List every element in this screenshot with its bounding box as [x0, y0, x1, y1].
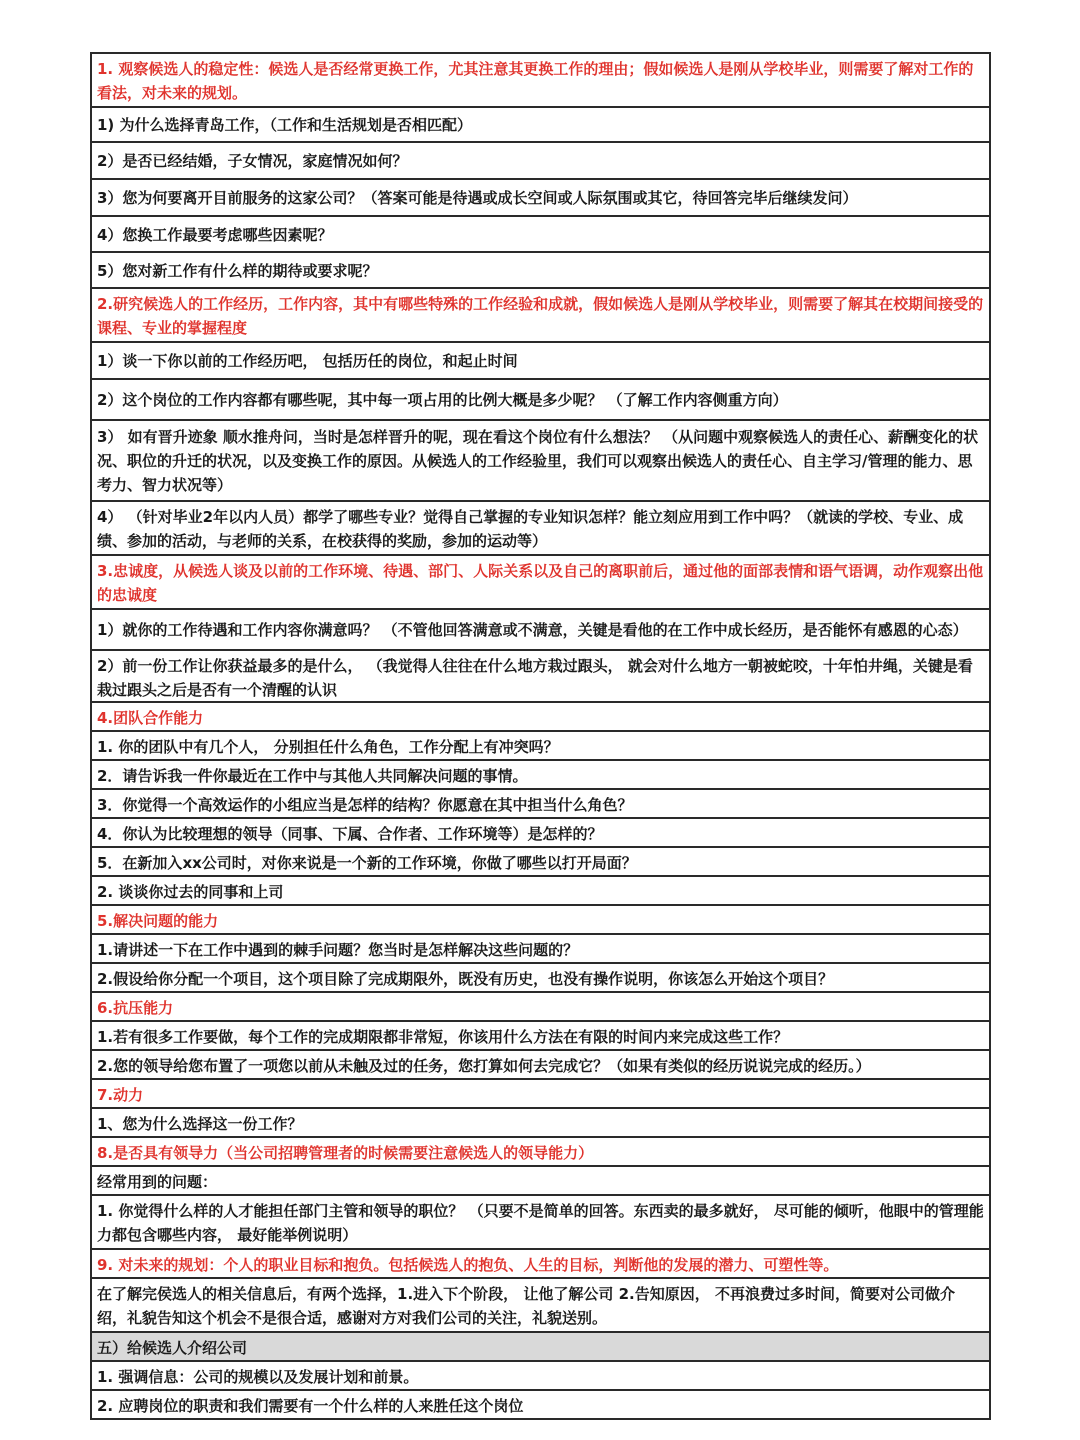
question-row-cell	[91, 379, 990, 420]
question-row	[91, 1390, 990, 1419]
section-heading	[91, 1079, 990, 1108]
section-heading-text: 6.抗压能力	[97, 999, 174, 1017]
section-heading-text: 7.动力	[97, 1086, 144, 1104]
section-banner	[91, 1332, 990, 1361]
question-row-text: 1. 强调信息：公司的规模以及发展计划和前景。	[97, 1368, 419, 1386]
section-heading	[91, 905, 990, 934]
section-heading	[91, 992, 990, 1021]
question-row-cell	[91, 731, 990, 760]
question-row-cell	[91, 1195, 990, 1249]
question-row	[91, 934, 990, 963]
question-row	[91, 847, 990, 876]
section-heading-text: 8.是否具有领导力（当公司招聘管理者的时候需要注意候选人的领导能力）	[97, 1144, 594, 1162]
question-row	[91, 342, 990, 379]
section-heading-cell	[91, 992, 990, 1021]
question-row-text: 2. 应聘岗位的职责和我们需要有一个什么样的人来胜任这个岗位	[97, 1397, 524, 1415]
section-heading	[91, 555, 990, 609]
question-row	[91, 789, 990, 818]
question-row-text: 2.您的领导给您布置了一项您以前从未触及过的任务，您打算如何去完成它？（如果有类似的经历说说完成的经历。）	[97, 1057, 871, 1075]
section-heading	[91, 288, 990, 342]
question-row-text: 5．在新加入xx公司时，对你来说是一个新的工作环境，你做了哪些以打开局面？	[97, 854, 637, 872]
question-row	[91, 731, 990, 760]
question-row	[91, 216, 990, 252]
section-heading-text: 4.团队合作能力	[97, 709, 204, 727]
question-row-cell	[91, 1166, 990, 1195]
question-row-text: 在了解完侯选人的相关信息后，有两个选择，1.进入下个阶段， 让他了解公司 2.告知原因， 不再浪费过多时间，简要对公司做介绍，礼貌告知这个机会不是很合适，感谢对方对我们公司的关注，礼貌送别。	[97, 1285, 955, 1327]
section-heading-cell	[91, 905, 990, 934]
question-row	[91, 818, 990, 847]
question-row-cell	[91, 142, 990, 179]
section-heading-text: 9. 对未来的规划：个人的职业目标和抱负。包括候选人的抱负、人生的目标，判断他的发展的潜力、可塑性等。	[97, 1256, 839, 1274]
question-row-cell	[91, 1278, 990, 1332]
question-row-text: 1.若有很多工作要做，每个工作的完成期限都非常短，你该用什么方法在有限的时间内来完成这些工作？	[97, 1028, 789, 1046]
question-row	[91, 1050, 990, 1079]
question-row-text: 4．你认为比较理想的领导（同事、下属、合作者、工作环境等）是怎样的？	[97, 825, 603, 843]
question-row-text: 1) 为什么选择青岛工作，（工作和生活规划是否相匹配）	[97, 116, 473, 134]
question-row	[91, 1195, 990, 1249]
question-row-cell	[91, 252, 990, 288]
section-heading-cell	[91, 53, 990, 107]
section-heading	[91, 1137, 990, 1166]
question-row-text: 2. 谈谈你过去的同事和上司	[97, 883, 284, 901]
question-row-text: 1.请讲述一下在工作中遇到的棘手问题？您当时是怎样解决这些问题的？	[97, 941, 579, 959]
question-row-cell	[91, 107, 990, 142]
question-row-cell	[91, 1108, 990, 1137]
question-row	[91, 1108, 990, 1137]
question-row-text: 4）您换工作最要考虑哪些因素呢？	[97, 225, 333, 244]
question-row-text: 2）这个岗位的工作内容都有哪些呢，其中每一项占用的比例大概是多少呢？ （了解工作内容侧重方向）	[97, 391, 788, 409]
question-row	[91, 1361, 990, 1390]
question-row-cell	[91, 342, 990, 379]
section-heading	[91, 1249, 990, 1278]
question-row-cell	[91, 876, 990, 905]
question-row-text: 3） 如有晋升迹象 顺水推舟问，当时是怎样晋升的呢，现在看这个岗位有什么想法？ （从问题中观察候选人的责任心、薪酬变化的状况、职位的升迁的状况，以及变换工作的原因。从候选人的工作经验里，我们可以观察出候选人的责任心、自主学习/管理的能力、思考力、智力状况等）	[97, 428, 979, 494]
section-heading-cell	[91, 1249, 990, 1278]
question-row-text: 3．你觉得一个高效运作的小组应当是怎样的结构？你愿意在其中担当什么角色？	[97, 796, 633, 814]
section-heading	[91, 702, 990, 731]
question-row-cell	[91, 1021, 990, 1050]
section-heading-cell	[91, 288, 990, 342]
question-row-cell	[91, 420, 990, 501]
question-row-text: 经常用到的问题：	[97, 1173, 218, 1191]
question-row-text: 2.假设给你分配一个项目，这个项目除了完成期限外，既没有历史，也没有操作说明，你该怎么开始这个项目？	[97, 970, 834, 988]
interview-questions-table	[90, 52, 991, 1420]
question-row	[91, 142, 990, 179]
question-row-cell	[91, 847, 990, 876]
question-row	[91, 107, 990, 142]
question-row-cell	[91, 501, 990, 555]
interview-questions-sheet	[90, 52, 991, 1420]
section-heading-cell	[91, 1079, 990, 1108]
section-heading-text: 3.忠诚度，从候选人谈及以前的工作环境、待遇、部门、人际关系以及自己的离职前后，通过他的面部表情和语气语调，动作观察出他的忠诚度	[97, 562, 984, 604]
question-row	[91, 760, 990, 789]
question-row-text: 5）您对新工作有什么样的期待或要求呢？	[97, 261, 378, 280]
question-row	[91, 420, 990, 501]
section-heading-text: 2.研究候选人的工作经历，工作内容，其中有哪些特殊的工作经验和成就，假如候选人是刚从学校毕业，则需要了解其在校期间接受的课程、专业的掌握程度	[97, 295, 984, 337]
question-row-text: 2）是否已经结婚，子女情况，家庭情况如何？	[97, 152, 408, 170]
section-banner-cell	[91, 1332, 990, 1361]
question-row-cell	[91, 216, 990, 252]
section-banner-text: 五）给候选人介绍公司	[97, 1339, 248, 1357]
question-row-text: 1）就你的工作待遇和工作内容你满意吗？ （不管他回答满意或不满意，关键是看他的在工作中成长经历，是否能怀有感恩的心态）	[97, 621, 968, 639]
question-row-cell	[91, 789, 990, 818]
section-heading-cell	[91, 702, 990, 731]
section-heading	[91, 53, 990, 107]
question-row-cell	[91, 650, 990, 702]
question-row-text: 4） （针对毕业2年以内人员）都学了哪些专业？觉得自己掌握的专业知识怎样？能立刻应用到工作中吗？（就读的学校、专业、成绩、参加的活动，与老师的关系，在校获得的奖励，参加的运动等）	[97, 508, 964, 550]
question-row-text: 2．请告诉我一件你最近在工作中与其他人共同解决问题的事情。	[97, 767, 528, 785]
question-row-cell	[91, 760, 990, 789]
section-heading-text: 5.解决问题的能力	[97, 912, 219, 930]
question-row	[91, 1166, 990, 1195]
question-row-text: 2）前一份工作让你获益最多的是什么， （我觉得人往往在什么地方栽过跟头， 就会对什么地方一朝被蛇咬，十年怕井绳，关键是看栽过跟头之后是否有一个清醒的认识	[97, 657, 973, 699]
question-row-cell	[91, 963, 990, 992]
question-row-cell	[91, 1390, 990, 1419]
question-row-text: 1、您为什么选择这一份工作？	[97, 1115, 303, 1133]
question-row	[91, 876, 990, 905]
question-row	[91, 609, 990, 650]
section-heading-cell	[91, 555, 990, 609]
question-row-cell	[91, 1050, 990, 1079]
question-row-cell	[91, 934, 990, 963]
section-heading-cell	[91, 1137, 990, 1166]
question-row	[91, 1278, 990, 1332]
question-row-cell	[91, 179, 990, 216]
question-row	[91, 1021, 990, 1050]
question-row-cell	[91, 818, 990, 847]
section-heading-text: 1. 观察候选人的稳定性：候选人是否经常更换工作，尤其注意其更换工作的理由；假如候选人是刚从学校毕业，则需要了解对工作的看法，对未来的规划。	[97, 60, 974, 102]
question-row	[91, 963, 990, 992]
question-row	[91, 179, 990, 216]
question-row-text: 3）您为何要离开目前服务的这家公司？（答案可能是待遇或成长空间或人际氛围或其它，待回答完毕后继续发问）	[97, 189, 858, 207]
question-row-text: 1. 你觉得什么样的人才能担任部门主管和领导的职位？ （只要不是简单的回答。东西卖的最多就好， 尽可能的倾听，他眼中的管理能力都包含哪些内容， 最好能举例说明）	[97, 1202, 984, 1244]
question-row	[91, 252, 990, 288]
question-row-cell	[91, 1361, 990, 1390]
question-row	[91, 379, 990, 420]
question-row-text: 1. 你的团队中有几个人， 分别担任什么角色，工作分配上有冲突吗？	[97, 738, 559, 756]
question-row	[91, 501, 990, 555]
question-row	[91, 650, 990, 702]
question-row-cell	[91, 609, 990, 650]
question-row-text: 1）谈一下你以前的工作经历吧， 包括历任的岗位，和起止时间	[97, 352, 518, 370]
